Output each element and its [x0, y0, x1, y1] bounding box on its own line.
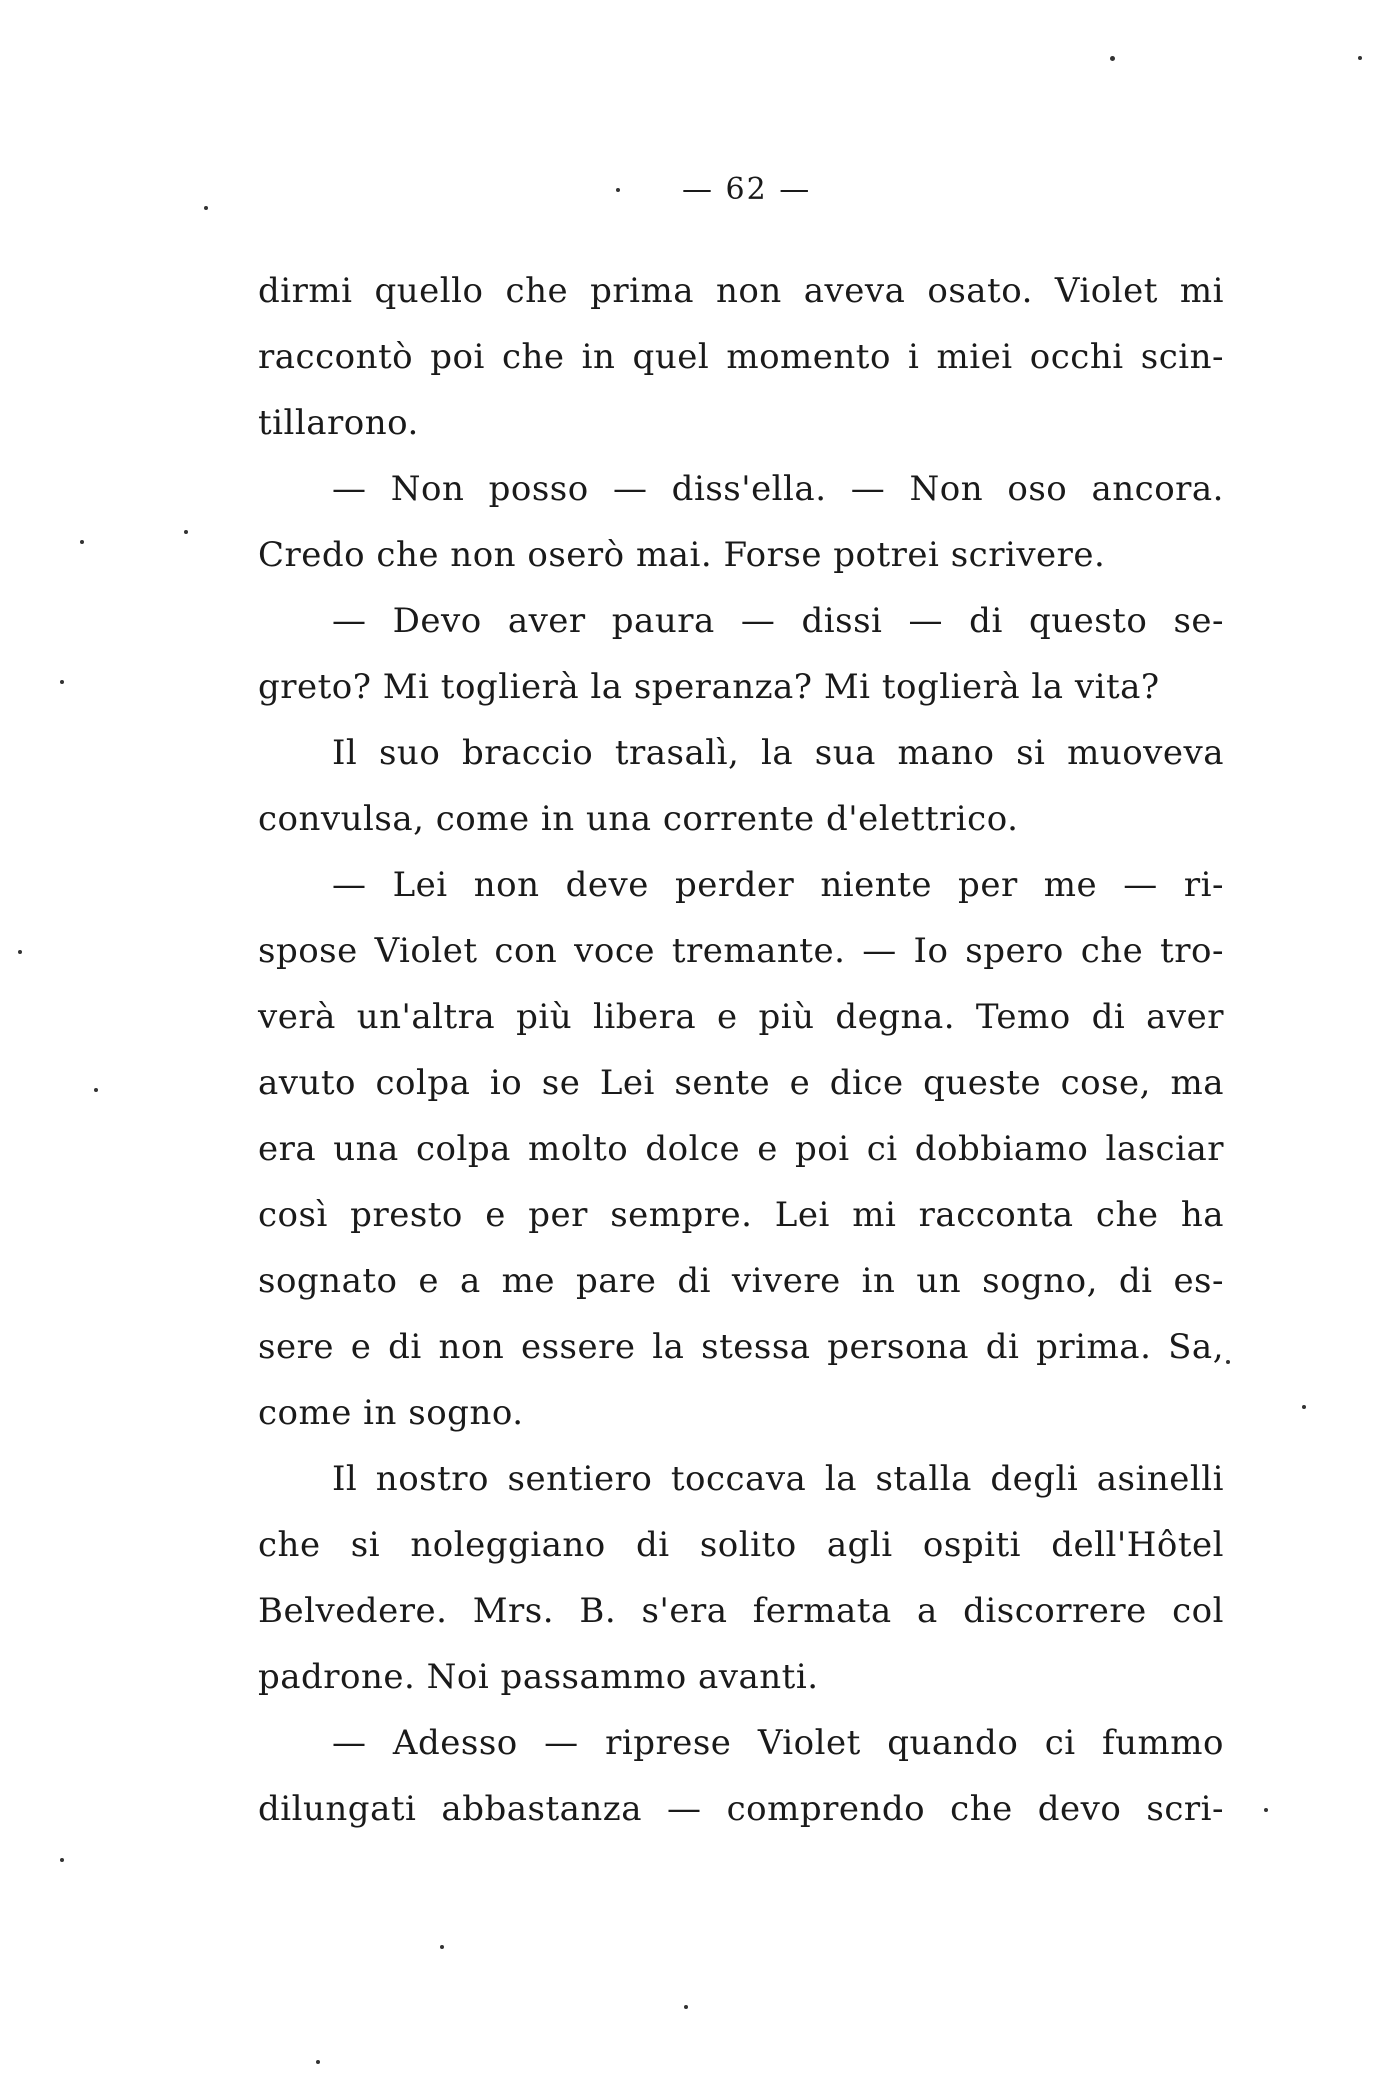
text-line: greto? Mi toglierà la speranza? Mi toglierà la vita?: [258, 667, 1160, 707]
text-line: era una colpa molto dolce e poi ci dobbiamo lasciar: [258, 1129, 1224, 1169]
scan-speck: [80, 540, 84, 544]
text-line: dirmi quello che prima non aveva osato. Violet mi: [258, 271, 1224, 311]
text-line: — Non posso — diss'ella. — Non oso ancora.: [332, 469, 1224, 509]
text-line: Il suo braccio trasalì, la sua mano si muoveva: [332, 733, 1224, 773]
scan-speck: [18, 950, 22, 954]
text-line: padrone. Noi passammo avanti.: [258, 1657, 819, 1697]
body-text: [258, 258, 1224, 1842]
text-line: che si noleggiano di solito agli ospiti dell'Hôtel: [258, 1525, 1224, 1565]
page-number: — 62 —: [682, 172, 812, 207]
scan-speck: [316, 2060, 320, 2064]
text-line: così presto e per sempre. Lei mi racconta che ha: [258, 1195, 1224, 1235]
scan-speck: [1264, 1808, 1268, 1812]
text-line: — Adesso — riprese Violet quando ci fummo: [332, 1723, 1224, 1763]
text-line: sognato e a me pare di vivere in un sogno, di es-: [258, 1261, 1224, 1301]
text-line: Il nostro sentiero toccava la stalla degli asinelli: [332, 1459, 1224, 1499]
scan-speck: [1358, 56, 1362, 60]
scan-speck: [60, 680, 64, 684]
text-line: dilungati abbastanza — comprendo che devo scri-: [258, 1789, 1224, 1829]
scan-speck: [184, 530, 188, 534]
scan-speck: [1302, 1405, 1306, 1409]
text-line: verà un'altra più libera e più degna. Temo di aver: [258, 997, 1224, 1037]
text-line: — Devo aver paura — dissi — di questo se-: [332, 601, 1224, 641]
text-line: raccontò poi che in quel momento i miei occhi scin-: [258, 337, 1224, 377]
text-line: — Lei non deve perder niente per me — ri-: [332, 865, 1224, 905]
scan-speck: [1226, 1360, 1230, 1364]
scan-speck: [616, 188, 620, 192]
text-line: spose Violet con voce tremante. — Io spero che tro-: [258, 931, 1224, 971]
scan-speck: [440, 1945, 444, 1949]
text-line: tillarono.: [258, 403, 419, 443]
scan-speck: [204, 206, 208, 210]
text-line: sere e di non essere la stessa persona di prima. Sa,: [258, 1327, 1224, 1367]
scan-speck: [1110, 56, 1115, 61]
scan-speck: [60, 1858, 64, 1862]
scan-speck: [684, 2005, 688, 2009]
text-line: avuto colpa io se Lei sente e dice queste cose, ma: [258, 1063, 1224, 1103]
text-line: Belvedere. Mrs. B. s'era fermata a discorrere col: [258, 1591, 1224, 1631]
text-line: come in sogno.: [258, 1393, 524, 1433]
text-line: Credo che non oserò mai. Forse potrei scrivere.: [258, 535, 1106, 575]
scan-speck: [94, 1088, 98, 1092]
text-line: convulsa, come in una corrente d'elettrico.: [258, 799, 1019, 839]
